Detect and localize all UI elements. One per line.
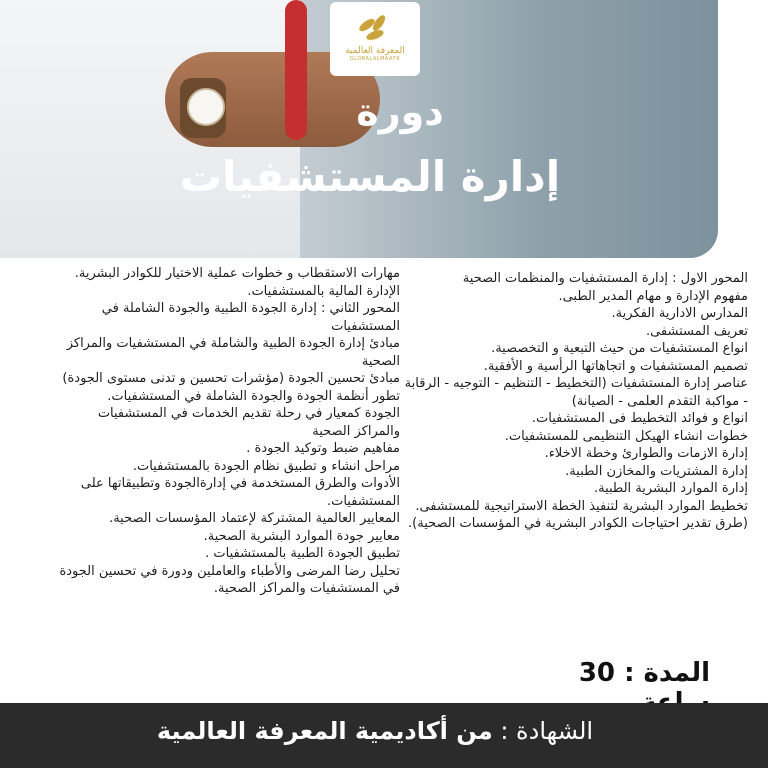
syllabus-item: مفاهيم ضبط وتوكيد الجودة . xyxy=(246,441,400,456)
syllabus-item: انواع و فوائد التخطيط فى المستشفيات. xyxy=(531,411,748,426)
syllabus-item: خطوات انشاء الهيكل التنظيمى للمستشفيات. xyxy=(504,428,748,444)
syllabus-item: إدارة الموارد البشرية الطبية. xyxy=(593,481,748,496)
watch-face-icon xyxy=(187,88,225,126)
syllabus-item: مهارات الاستقطاب و خطوات عملية الاختيار للكوادر البشرية. xyxy=(74,266,400,281)
syllabus-item: تصميم المستشفيات و اتجاهاتها الرأسية و الأفقية. xyxy=(483,358,748,374)
syllabus-item: المحور الثاني : إدارة الجودة الطبية والجودة الشاملة في المستشفيات xyxy=(101,301,400,334)
syllabus-item: المعايير العالمية المشتركة لإعتماد المؤسسات الصحية. xyxy=(109,511,400,526)
syllabus-item: مبادئ إدارة الجودة الطبية والشاملة في المستشفيات والمراكز الصحية xyxy=(66,336,400,369)
syllabus-item: تعريف المستشفى. xyxy=(645,323,748,339)
certificate-issuer: من أكاديمية المعرفة العالمية xyxy=(156,717,493,745)
logo-arabic-text: المعرفة العالمية xyxy=(345,45,405,56)
syllabus-item: الإدارة المالية بالمستشفيات. xyxy=(247,283,400,299)
course-duration: المدة : 30 xyxy=(578,658,710,688)
certificate-line xyxy=(130,717,620,745)
syllabus-item: انواع المستشفيات من حيث التبعية و التخصصية. xyxy=(491,341,748,356)
logo-leaf-icon xyxy=(358,17,392,43)
course-title: إدارة المستشفيات xyxy=(179,152,561,201)
syllabus-item: مراحل انشاء و تطبيق نظام الجودة بالمستشفيات. xyxy=(132,458,400,474)
syllabus-item: مفهوم الإدارة و مهام المدير الطبى. xyxy=(558,288,748,304)
course-label: دورة xyxy=(356,90,444,134)
syllabus-item: الأدوات والطرق المستخدمة في إدارةالجودة وتطبيقاتها على المستشفيات. xyxy=(80,476,400,509)
syllabus-item: تحليل رضا المرضى والأطباء والعاملين ودورة في تحسين الجودة في المستشفيات والمراكز الصحية. xyxy=(59,563,400,596)
syllabus-item: تخطيط الموارد البشرية لتنفيذ الخطة الاستراتيجية للمستشفى. (طرق تقدير احتياجات الكوادر البشرية في المؤسسات الصحية). xyxy=(408,498,748,531)
syllabus-item: عناصر إدارة المستشفيات (التخطيط - التنظيم - التوجيه - الرقابة - مواكبة التقدم العلمى - الصيانة) xyxy=(404,376,748,409)
logo-latin-text: GLOBALALMAAFR xyxy=(349,55,401,62)
syllabus-item: إدارة المشتريات والمخازن الطبية. xyxy=(565,463,748,479)
syllabus-right-column xyxy=(400,270,748,533)
syllabus-item: إدارة الازمات والطوارئ وخطة الاخلاء. xyxy=(544,446,748,461)
syllabus-left-column xyxy=(50,265,400,598)
certificate-label: الشهادة : xyxy=(500,717,594,745)
hero-banner xyxy=(0,0,718,258)
academy-logo xyxy=(330,2,420,76)
syllabus-item: المدارس الادارية الفكرية. xyxy=(611,306,748,321)
syllabus-item: المحور الاول : إدارة المستشفيات والمنظمات الصحية xyxy=(462,271,748,286)
syllabus-item: مبادئ تحسين الجودة (مؤشرات تحسين و تدنى مستوى الجودة) xyxy=(62,371,400,386)
syllabus-item: معايير جودة الموارد البشرية الصحية. xyxy=(203,528,400,544)
syllabus-item: تطور أنظمة الجودة والجودة الشاملة في المستشفيات. xyxy=(107,388,400,404)
syllabus-item: الجودة كمعيار في رحلة تقديم الخدمات في المستشفيات والمراكز الصحية xyxy=(97,406,400,439)
syllabus-item: تطبيق الجودة الطبية بالمستشفيات . xyxy=(205,546,400,561)
